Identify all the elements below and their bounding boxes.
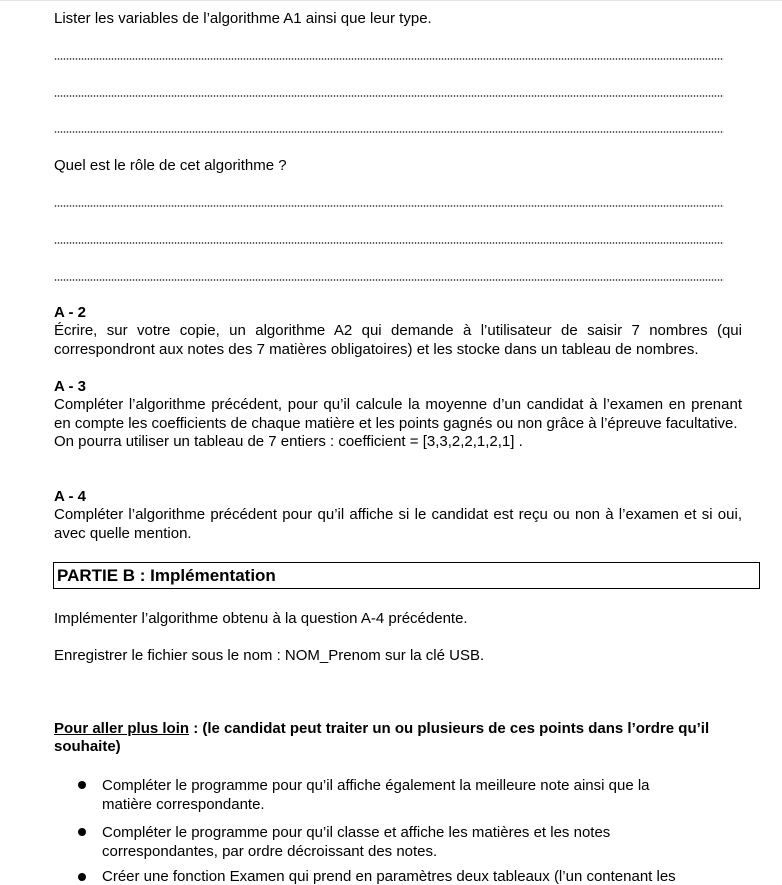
section-text: Compléter l’algorithme précédent, pour qu’il calcule la moyenne d’un candidat à l’examen en prenant en compte les coefficients de chaque matière et les points gagnés ou non grâce à l’épreuve facultative. [54, 396, 742, 432]
list-item-cut-off: Créer une fonction Examen qui prend en paramètres deux tableaux (l’un contenant les [102, 868, 676, 885]
answer-line [54, 242, 724, 244]
partie-b-box [53, 562, 760, 589]
section-text: Compléter l’algorithme précédent pour qu’il affiche si le candidat est reçu ou non à l’examen et si oui, avec quelle mention. [54, 506, 742, 542]
section-heading: A - 4 [54, 488, 86, 505]
bullet-icon [78, 828, 86, 836]
section-text: Écrire, sur votre copie, un algorithme A2 qui demande à l’utilisateur de saisir 7 nombres (qui correspondront aux notes des 7 matières obligatoires) et les stocke dans un tableau de nombres. [54, 322, 742, 358]
answer-line [54, 205, 724, 207]
impl-instruction: Implémenter l’algorithme obtenu à la question A-4 précédente. [54, 610, 468, 627]
answer-line [54, 58, 724, 60]
pour-aller-plus-loin-title: Pour aller plus loin [54, 720, 190, 737]
answer-line [54, 279, 724, 281]
partie-b-title: PARTIE B : Implémentation [57, 566, 276, 585]
bullet-icon [78, 781, 86, 789]
section-heading: A - 3 [54, 378, 86, 395]
question-variables: Lister les variables de l’algorithme A1 ainsi que leur type. [54, 10, 432, 27]
answer-line [54, 95, 724, 97]
section-a4 [54, 488, 742, 543]
question-role: Quel est le rôle de cet algorithme ? [54, 157, 287, 174]
section-text-coefficients: On pourra utiliser un tableau de 7 entiers : coefficient = [3,3,2,2,1,2,1] . [54, 433, 523, 450]
list-item: Compléter le programme pour qu’il affiche également la meilleure note ainsi que la matière correspondante. [102, 777, 650, 813]
list-item: Compléter le programme pour qu’il classe et affiche les matières et les notes correspondantes, par ordre décroissant des notes. [102, 824, 611, 860]
answer-line [54, 131, 724, 133]
pour-aller-plus-loin-text: : (le candidat peut traiter un ou plusieurs de ces points dans l’ordre qu’il souhaite) [54, 720, 710, 755]
save-instruction: Enregistrer le fichier sous le nom : NOM_Prenom sur la clé USB. [54, 647, 485, 664]
pour-aller-plus-loin [54, 720, 720, 756]
page-top-border [0, 0, 782, 1]
bullet-icon [78, 873, 86, 881]
section-a3 [54, 378, 742, 452]
section-heading: A - 2 [54, 304, 86, 321]
section-a2 [54, 304, 742, 359]
